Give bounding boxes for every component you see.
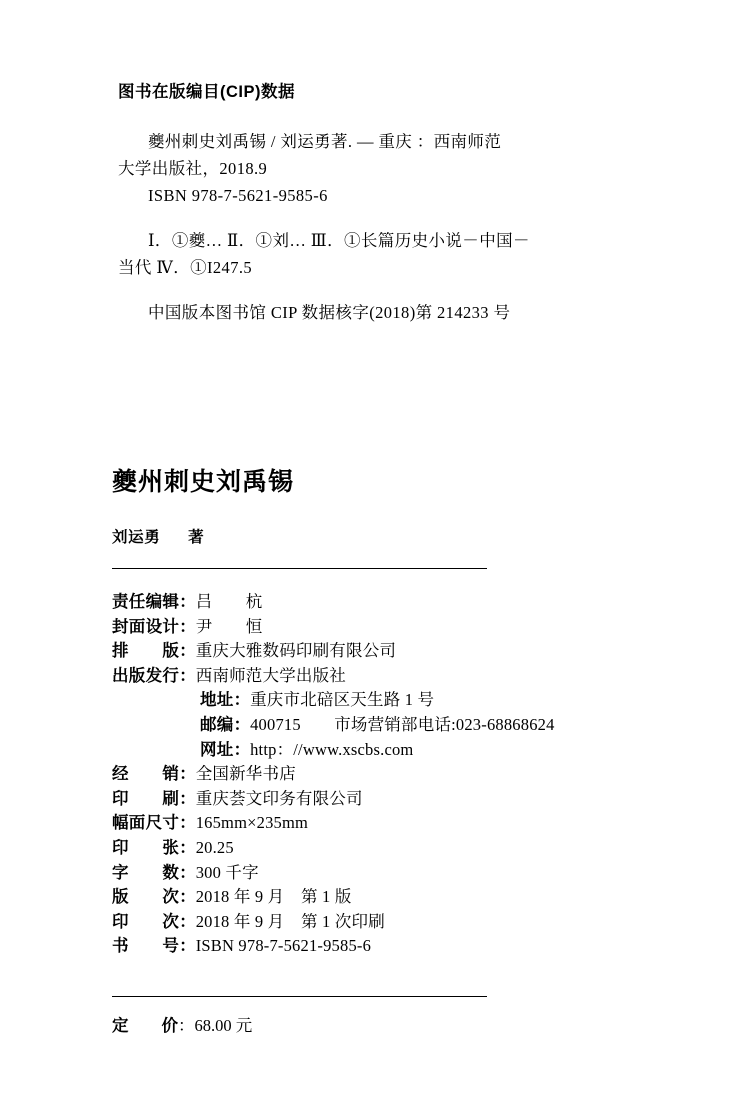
colophon-row (112, 811, 632, 836)
cip-line-classification-1: Ⅰ．①夔… Ⅱ．①刘… Ⅲ．①长篇历史小说－中国－ (148, 231, 530, 250)
colophon-row-separator: ： (179, 593, 196, 611)
colophon-row-separator: ： (179, 888, 196, 907)
cip-line-catalog-number: 中国版本图书馆 CIP 数据核字(2018)第 214233 号 (148, 303, 511, 322)
colophon-row-label: 邮编 (200, 715, 234, 734)
colophon-row (112, 861, 632, 886)
colophon-list (112, 590, 632, 959)
colophon-row-label: 排 版 (112, 642, 180, 661)
colophon-row-value: 重庆大雅数码印刷有限公司 (195, 641, 397, 661)
cip-line-title: 夔州刺史刘禹锡 / 刘运勇著. — 重庆 ：西南师范 (148, 132, 502, 151)
colophon-row-separator: ： (179, 912, 196, 931)
colophon-row-label: 版 次 (112, 888, 180, 907)
colophon-row-value: 400715 市场营销部电话:023-68868624 (250, 714, 555, 734)
colophon-row-separator: ： (179, 617, 196, 636)
colophon-row-label: 印 次 (112, 912, 180, 931)
cip-line-classification-2: 当代 Ⅳ．①I247.5 (118, 258, 253, 277)
colophon-row (112, 738, 632, 763)
colophon-row-label: 书 号 (112, 937, 180, 956)
colophon-row-value: 165mm×235mm (195, 813, 309, 833)
colophon-row-value: 尹 恒 (195, 616, 263, 636)
colophon-row-value: ISBN 978-7-5621-9585-6 (195, 936, 372, 956)
colophon-row (112, 615, 632, 640)
colophon-row-value: 2018 年 9 月 第 1 次印刷 (195, 911, 385, 931)
colophon-row-separator: ： (179, 765, 196, 784)
colophon-row (112, 762, 632, 787)
colophon-row (112, 885, 632, 910)
colophon-row-value: 全国新华书店 (195, 764, 296, 784)
colophon-row-value: http：//www.xscbs.com (250, 739, 414, 759)
colophon-row-label: 幅面尺寸 (112, 814, 180, 833)
colophon-row-label: 印 刷 (112, 789, 180, 808)
colophon-row (112, 787, 632, 812)
price-separator: ： (178, 1016, 195, 1035)
colophon-row-value: 重庆市北碚区天生路 1 号 (250, 690, 435, 710)
colophon-row-value: 西南师范大学出版社 (195, 665, 347, 685)
divider-top (112, 568, 487, 569)
colophon-row-label: 出版发行 (112, 666, 180, 685)
colophon-row-separator: ： (179, 863, 196, 882)
colophon-row-separator: ： (179, 789, 196, 808)
author-name: 刘运勇 (112, 529, 161, 546)
price-value: 68.00 元 (194, 1016, 253, 1035)
colophon-row (112, 934, 632, 959)
colophon-row-value: 300 千字 (195, 862, 259, 882)
colophon-row-separator: ： (233, 715, 251, 734)
price-label: 定 价 (112, 1017, 178, 1035)
colophon-row (112, 688, 632, 713)
colophon-row-value: 20.25 (195, 837, 234, 857)
page-title: 夔州刺史刘禹锡 (112, 468, 295, 496)
colophon-row (112, 664, 632, 689)
colophon-row-value: 重庆荟文印务有限公司 (195, 788, 363, 808)
cip-bibliographic-record (118, 128, 638, 326)
author-role: 著 (188, 529, 205, 546)
colophon-row-label: 网址 (200, 740, 234, 759)
colophon-row-label: 印 张 (112, 838, 180, 857)
colophon-row-label: 责任编辑 (112, 593, 180, 611)
colophon-row-value: 吕 杭 (195, 592, 263, 611)
colophon-row-label: 地址 (200, 691, 234, 710)
colophon-row-value: 2018 年 9 月 第 1 版 (195, 887, 352, 907)
colophon-row-separator: ： (179, 642, 196, 661)
colophon-row (112, 910, 632, 935)
divider-bottom (112, 996, 487, 997)
cip-spacer-2 (118, 281, 638, 299)
colophon-row-separator: ： (179, 937, 196, 956)
colophon-row-label: 封面设计 (112, 617, 180, 636)
colophon-row (112, 836, 632, 861)
colophon-row-separator: ： (179, 838, 196, 857)
price-row (112, 1012, 252, 1036)
colophon-row-separator: ： (233, 691, 251, 710)
cip-heading: 图书在版编目(CIP)数据 (118, 83, 295, 101)
colophon-row-label: 经 销 (112, 765, 180, 784)
colophon-row-label: 字 数 (112, 863, 180, 882)
colophon-row (112, 713, 632, 738)
cip-line-isbn: ISBN 978-7-5621-9585-6 (148, 186, 328, 205)
cip-line-publisher: 大学出版社，2018.9 (118, 159, 268, 178)
colophon-row-separator: ： (179, 666, 196, 685)
colophon-row-separator: ： (179, 814, 196, 833)
colophon-row (112, 590, 632, 615)
cip-block (118, 78, 638, 326)
colophon-row (112, 639, 632, 664)
colophon-row-separator: ： (233, 740, 251, 759)
book-author (112, 525, 204, 547)
cip-spacer (118, 209, 638, 227)
